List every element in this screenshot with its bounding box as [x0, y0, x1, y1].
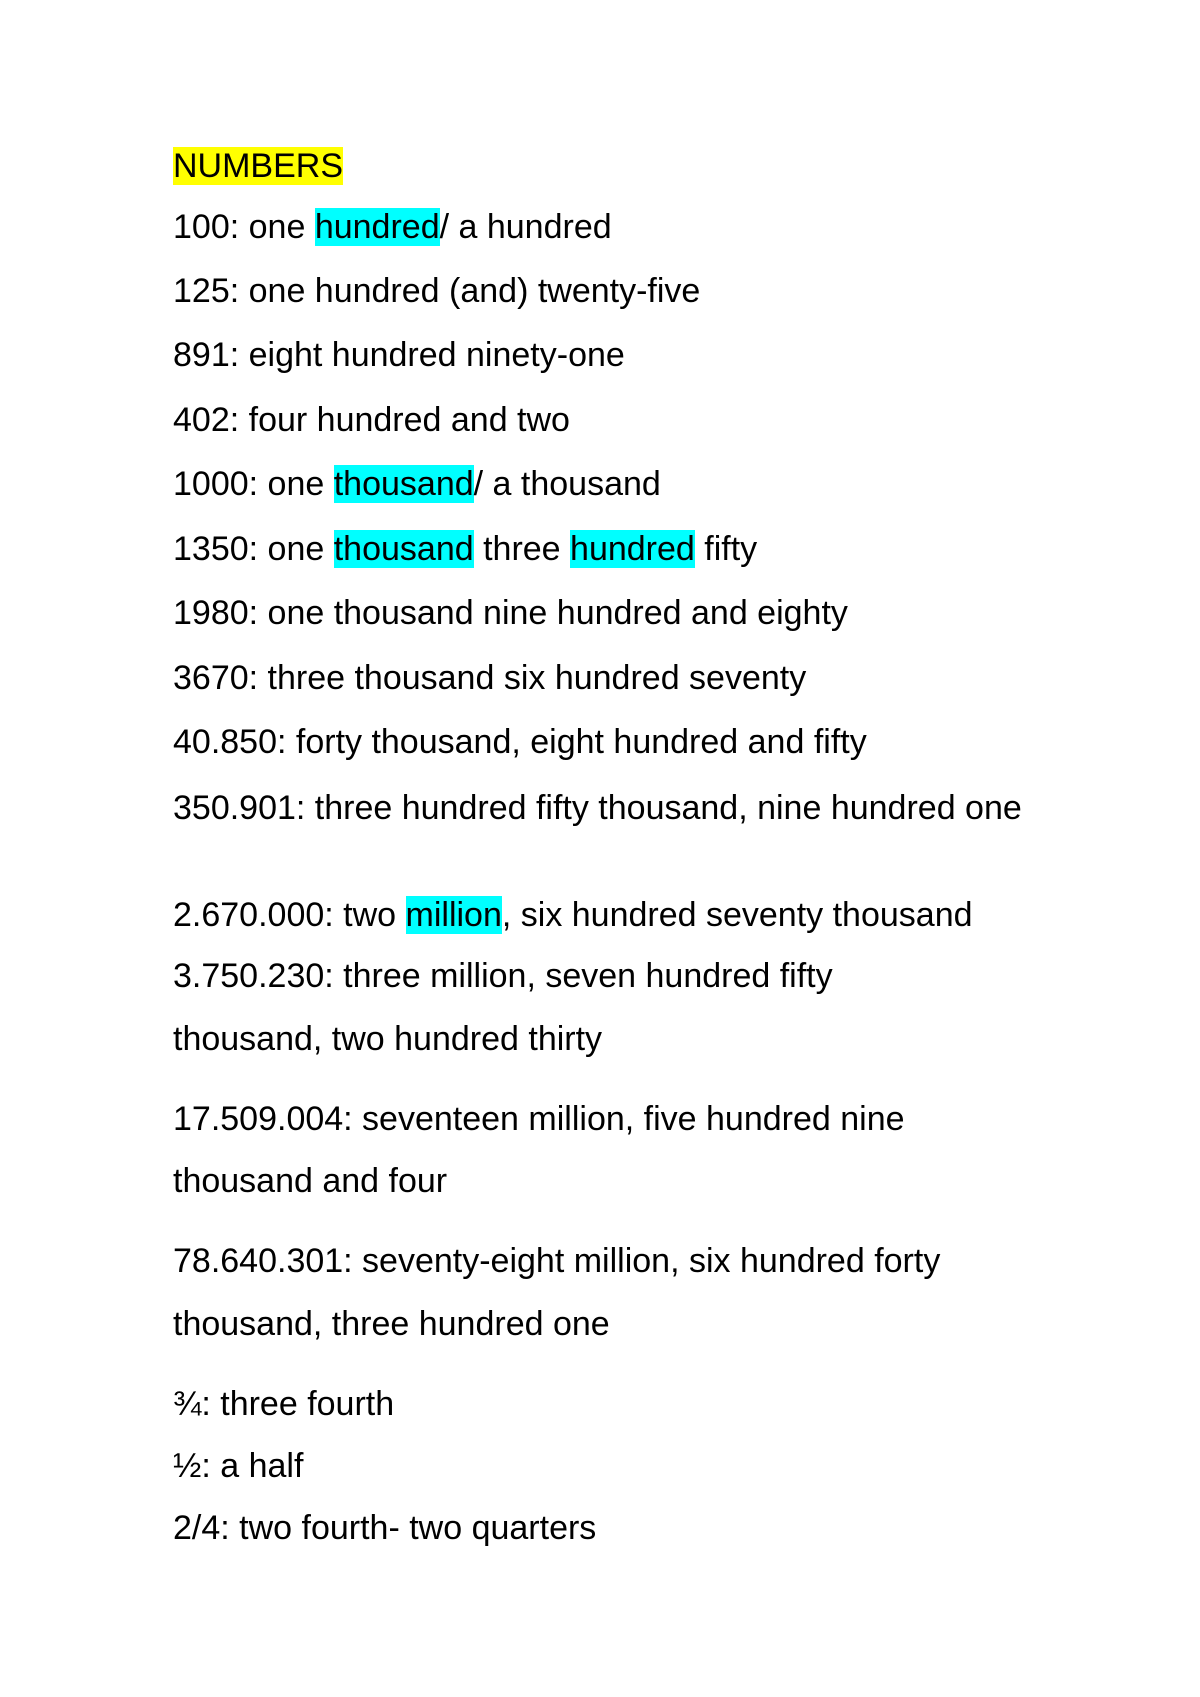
- word-text: two: [343, 896, 406, 934]
- number-line-100: [173, 207, 612, 247]
- number-line-1350: [173, 529, 757, 569]
- highlighted-word: hundred: [314, 208, 440, 246]
- number-line-78640301: 78.640.301: seventy-eight million, six hundred forty: [173, 1242, 941, 1280]
- number-line-17509004: 17.509.004: seventeen million, five hundred nine: [173, 1100, 905, 1138]
- title-text: NUMBERS: [173, 147, 344, 185]
- number-line-1980: 1980: one thousand nine hundred and eighty: [173, 594, 848, 632]
- number-line-350901: 350.901: three hundred fifty thousand, nine hundred one: [173, 789, 1022, 827]
- number-label: 1350:: [173, 530, 259, 568]
- number-label: 1000:: [173, 465, 259, 503]
- number-line-1000: [173, 464, 661, 504]
- fraction-line-half: ½: a half: [173, 1447, 304, 1485]
- number-line-40850: 40.850: forty thousand, eight hundred and fifty: [173, 723, 867, 761]
- highlighted-word: thousand: [333, 530, 474, 568]
- number-label: 2.670.000:: [173, 896, 334, 934]
- number-line-17509004-cont: thousand and four: [173, 1162, 448, 1200]
- number-line-3750230: 3.750.230: three million, seven hundred fifty: [173, 957, 833, 995]
- fraction-line-three-fourth: ¾: three fourth: [173, 1385, 395, 1423]
- fraction-line-two-fourth: 2/4: two fourth- two quarters: [173, 1509, 597, 1547]
- word-text: , six hundred seventy thousand: [501, 896, 973, 934]
- number-line-3670: 3670: three thousand six hundred seventy: [173, 659, 807, 697]
- word-text: fifty: [694, 530, 758, 568]
- number-label: 100:: [173, 208, 240, 246]
- word-text: / a hundred: [439, 208, 612, 246]
- word-text: one: [248, 208, 315, 246]
- page-title: [173, 146, 343, 186]
- word-text: / a thousand: [473, 465, 661, 503]
- word-text: one: [267, 530, 334, 568]
- highlighted-word: million: [405, 896, 502, 934]
- number-line-891: 891: eight hundred ninety-one: [173, 336, 625, 374]
- number-line-125: 125: one hundred (and) twenty-five: [173, 272, 701, 310]
- number-line-3750230-cont: thousand, two hundred thirty: [173, 1020, 603, 1058]
- number-line-78640301-cont: thousand, three hundred one: [173, 1305, 610, 1343]
- word-text: one: [267, 465, 334, 503]
- word-text: three: [473, 530, 571, 568]
- highlighted-word: thousand: [333, 465, 474, 503]
- number-line-402: 402: four hundred and two: [173, 401, 570, 439]
- number-line-2670000: [173, 895, 973, 935]
- highlighted-word: hundred: [570, 530, 695, 568]
